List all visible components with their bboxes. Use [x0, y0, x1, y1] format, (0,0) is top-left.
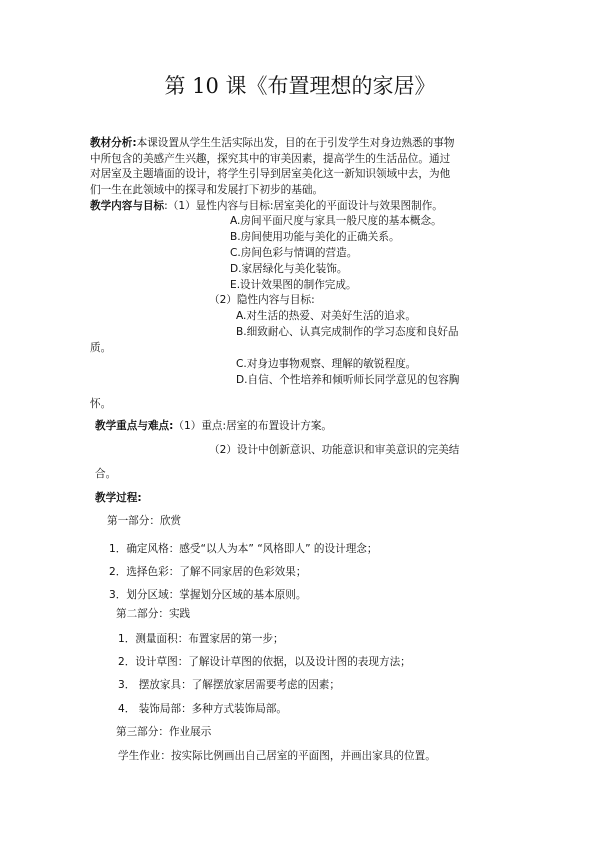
explicit-heading: （1）显性内容与目标:居室美化的平面设计与效果图制作。 [167, 200, 443, 212]
part1-item-1: 1．确定风格：感受“以人为本” “风格即人” 的设计理念； [109, 543, 378, 555]
analysis-line-2: 中所包含的美感产生兴趣，探究其中的审美因素，提高学生的生活品位。通过 [90, 153, 451, 165]
explicit-item-d: D.家居绿化与美化装饰。 [230, 263, 348, 275]
goals-sep: : [164, 200, 168, 212]
analysis-label: 教材分析: [90, 137, 137, 149]
implicit-item-b-cont: 质。 [90, 342, 112, 354]
part2-item-3: 3． 摆放家具：了解摆放家居需要考虑的因素； [118, 679, 340, 691]
implicit-item-d: D.自信、个性培养和倾听师长同学意见的包容胸 [236, 374, 460, 386]
part2-item-4: 4． 装饰局部：多种方式装饰局部。 [118, 703, 288, 715]
analysis-line-1 [90, 136, 454, 150]
part2-item-2: 2．设计草图：了解设计草图的依据，以及设计图的表现方法； [118, 656, 411, 668]
keypoints-line-2: （2）设计中创新意识、功能意识和审美意识的完美结 [209, 444, 460, 456]
keypoints-label: 教学重点与难点: [95, 420, 174, 432]
implicit-item-d-cont: 怀。 [90, 398, 112, 410]
analysis-text-1: 本课设置从学生生活实际出发，目的在于引发学生对身边熟悉的事物 [136, 137, 455, 149]
process-label: 教学过程: [95, 492, 142, 504]
part2-item-1: 1．测量面积：布置家居的第一步； [118, 633, 284, 645]
part1-item-2: 2．选择色彩：了解不同家居的色彩效果； [109, 566, 307, 578]
homework-text: 学生作业：按实际比例画出自己居室的平面图，并画出家具的位置。 [118, 750, 436, 762]
part1-heading: 第一部分：欣赏 [107, 515, 182, 527]
explicit-item-e: E.设计效果图的制作完成。 [230, 279, 357, 291]
keypoints-line-2-cont: 合。 [95, 468, 117, 480]
part3-heading: 第三部分：作业展示 [116, 726, 212, 738]
part2-heading: 第二部分：实践 [116, 608, 191, 620]
explicit-item-b: B.房间使用功能与美化的正确关系。 [230, 231, 400, 243]
goals-label: 教学内容与目标 [90, 200, 165, 212]
analysis-line-4: 们一生在此领域中的探寻和发展打下初步的基础。 [90, 184, 324, 196]
implicit-heading: （2）隐性内容与目标: [209, 294, 315, 306]
explicit-item-a: A.房间平面尺度与家具一般尺度的基本概念。 [230, 215, 442, 227]
page-title: 第 10 课《布置理想的家居》 [164, 74, 436, 98]
keypoints-text-1: （1）重点:居室的布置设计方案。 [173, 420, 333, 432]
implicit-item-c: C.对身边事物观察、理解的敏锐程度。 [236, 358, 417, 370]
part1-item-3: 3．划分区域：掌握划分区域的基本原则。 [109, 589, 307, 601]
implicit-item-b: B.细致耐心、认真完成制作的学习态度和良好品 [236, 326, 459, 338]
keypoints-line-1 [95, 419, 332, 433]
goals-line [90, 199, 443, 213]
analysis-line-3: 对居室及主题墙面的设计，将学生引导到居室美化这一新知识领域中去，为他 [90, 168, 451, 180]
implicit-item-a: A.对生活的热爱、对美好生活的追求。 [236, 310, 416, 322]
explicit-item-c: C.房间色彩与情调的营造。 [230, 247, 358, 259]
